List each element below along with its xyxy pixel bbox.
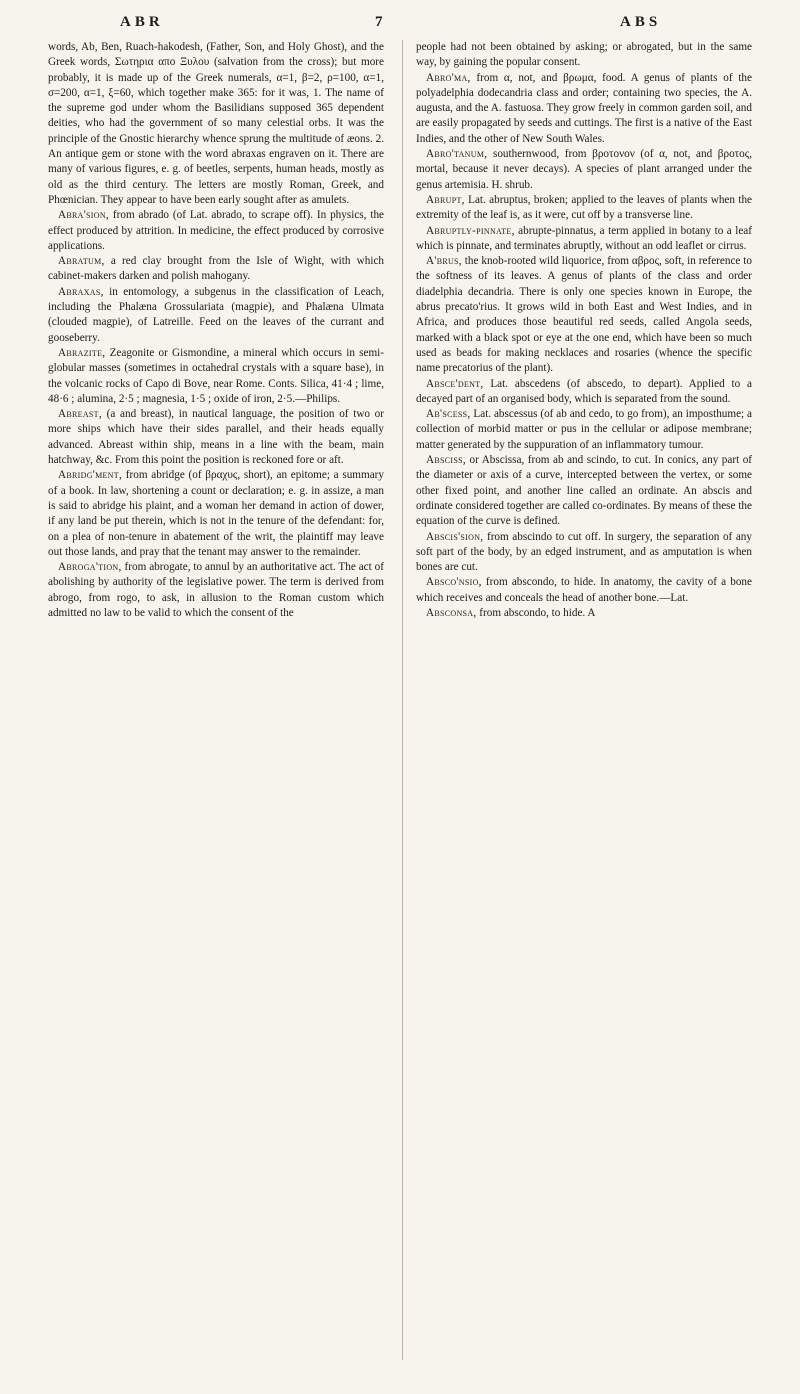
entry-definition: from abridge (of βραχυς, short), an epitome; a summary of a book. In law, shortening a count or declaration; e. g. in assize, a man is said to abridge his plaint, and a woman her demand in action of dower, if any land be put therein, which is not in the tenure of the defendant: for, on a plea of non-tenure in abatement of the writ, the plaintiff may leave out those lands, and pray that the tenant may answer to the remainder.	[48, 469, 384, 558]
entry-headword: Absco'nsio,	[426, 576, 482, 589]
dictionary-entry	[416, 530, 752, 576]
entry-headword: Abrazite,	[58, 346, 106, 359]
entry-definition: from abscindo to cut off. In surgery, the separation of any soft part of the body, by an edged instrument, and as amputation is when bones are cut.	[416, 530, 752, 574]
entry-definition: Lat. abscedens (of abscedo, to depart). Applied to a decayed part of an organised body, which is separated from the sound.	[416, 377, 752, 405]
dictionary-entry	[48, 285, 384, 346]
entry-headword: Absconsa,	[426, 606, 477, 619]
dictionary-entry	[48, 40, 384, 208]
entry-definition: a red clay brought from the Isle of Wight, with which cabinet-makers darken and polish mahogany.	[48, 255, 385, 283]
dictionary-entry	[48, 407, 384, 468]
entry-definition: southernwood, from βροτονον (of α, not, and βροτος, mortal, because it never decays). A species of plant arranged under the genus artemisia. H. shrub.	[416, 148, 752, 191]
entry-headword: Abro'ma,	[426, 71, 471, 84]
entry-headword: Abreast,	[58, 408, 102, 421]
entry-definition: from abscondo, to hide. A	[479, 606, 596, 619]
column-divider	[402, 40, 403, 1360]
entry-definition: Lat. abruptus, broken; applied to the leaves of plants when the extremity of the leaf is, as it were, cut off by a transverse line.	[416, 193, 753, 222]
dictionary-entry	[416, 377, 752, 408]
entry-headword: Abrupt,	[426, 193, 465, 206]
dictionary-entry	[416, 254, 752, 376]
dictionary-entry	[48, 346, 384, 407]
dictionary-entry	[416, 147, 752, 193]
entry-headword: Abruptly-pinnate,	[426, 224, 515, 237]
dictionary-entry	[416, 453, 752, 529]
entry-definition: in entomology, a subgenus in the classification of Leach, including the Phalæna Grossulariata (magpie), and Phalæna Ulmata (clouded magpie), of Latreille. Feed on the leaves of the currant and gooseberry.	[48, 285, 384, 344]
entry-headword: Abra'sion,	[58, 209, 110, 222]
entry-definition: words, Ab, Ben, Ruach-hakodesh, (Father, Son, and Holy Ghost), and the Greek words, Σωτηρια απο Ξυλου (salvation from the cross); but more probably, it is made up of the Greek numerals, α=1, β=2, ρ=100, α=1, σ=200, α=1, ξ=60, which together make 365: for it was, 1. The name of the supreme god under whom the Basilidians supposed 365 dependent deities, who had the government of so many celestial orbs. It was the principle of the Gnostic hierarchy whence sprung the multitude of æons. 2. An antique gem or stone with the word abraxas engraven on it. There are many of various figures, e. g. of beetles, serpents, human heads, mostly as old as the third century. The letters are mostly Roman, Greek, and Phœnician. They appear to have been early sought after as amulets.	[48, 41, 384, 206]
entry-headword: Abridg'ment,	[58, 469, 123, 482]
dictionary-entry	[416, 575, 752, 606]
entry-definition: people had not been obtained by asking; or abrogated, but in the same way, by gaining the popular consent.	[416, 41, 752, 69]
dictionary-entry	[48, 254, 384, 285]
entry-headword: Abratum,	[58, 255, 105, 268]
entry-headword: Abscis'sion,	[426, 530, 484, 543]
dictionary-entry	[48, 560, 384, 621]
running-header	[60, 14, 740, 34]
entry-definition: from abscondo, to hide. In anatomy, the cavity of a bone which receives and conceals the head of another bone.—Lat.	[416, 576, 752, 604]
right-column	[416, 40, 752, 621]
entry-headword: Ab'scess,	[426, 408, 471, 421]
entry-headword: Abro'tanum,	[426, 148, 488, 161]
entry-headword: Abroga'tion,	[58, 561, 122, 574]
entry-definition: Lat. abscessus (of ab and cedo, to go from), an imposthume; a collection of morbid matter or pus in the cellular or adipose membrane; matter generated by the suppuration of an inflammatory tumour.	[416, 408, 753, 451]
entry-headword: A'brus,	[426, 255, 462, 268]
entry-definition: from α, not, and βρωμα, food. A genus of plants of the polyadelphia dodecandria class and order; containing two species, the A. augusta, and the A. fastuosa. They grow freely in common garden soil, and are easily propagated by seeds and cuttings. The first is a native of the East Indies, and the other of New South Wales.	[416, 71, 752, 145]
entry-headword: Absciss,	[426, 454, 466, 467]
entry-definition: or Abscissa, from ab and scindo, to cut. In conics, any part of the diameter or axis of a curve, intercepted between the vertex, or some other fixed point, and another line called an ordinate. An abscis and ordinate considered together are called co-ordinates. By means of these the equation of the curve is defined.	[416, 454, 753, 528]
entry-definition: (a and breast), in nautical language, the position of two or more ships which have their sides parallel, and their heads equally advanced. Abreast within ship, means in a line with the beam, main hatchway, &c. From this point the position is reckoned fore or aft.	[48, 408, 384, 467]
dictionary-entry	[416, 40, 752, 71]
dictionary-entry	[416, 193, 752, 224]
entry-headword: Abraxas,	[58, 285, 104, 298]
entry-headword: Absce'dent,	[426, 377, 484, 390]
dictionary-entry	[48, 468, 384, 560]
left-column	[48, 40, 384, 621]
header-left-guide: ABR	[120, 14, 164, 30]
header-right-guide: ABS	[620, 14, 662, 30]
entry-definition: Zeagonite or Gismondine, a mineral which occurs in semi-globular masses (sometimes in octahedral crystals with a square base), in the volcanic rocks of Capo di Bove, near Rome. Conts. Silica, 41·4 ; lime, 48·6 ; alumina, 2·5 ; magnesia, 1·5 ; oxide of iron, 2·5.—Philips.	[48, 346, 384, 405]
dictionary-entry	[416, 407, 752, 453]
entry-definition: from abrado (of Lat. abrado, to scrape off). In physics, the effect produced by attrition. In medicine, the effect produced by corrosive applications.	[48, 209, 385, 252]
dictionary-entry	[416, 71, 752, 147]
dictionary-entry	[416, 606, 752, 621]
page-number: 7	[375, 14, 387, 30]
dictionary-entry	[416, 224, 752, 255]
entry-definition: the knob-rooted wild liquorice, from αβρος, soft, in reference to the softness of its leaves. A genus of plants of the class and order diadelphia decandria. There is only one species known in Europe, the abrus precato'rius. It grows wild in both East and West Indies, and in Africa, and produces those beautiful red seeds, called Angola seeds, marked with a black spot or eye at the one end, which have been so much used as beads for making necklaces and rosaries (whence the specific name precatorius of the plant).	[416, 255, 752, 375]
entry-definition: abrupte-pinnatus, a term applied in botany to a leaf which is pinnate, and terminates abruptly, without an odd leaflet or cirrus.	[416, 224, 752, 252]
dictionary-entry	[48, 208, 384, 254]
entry-definition: from abrogate, to annul by an authoritative act. The act of abolishing by authority of the legislative power. The term is derived from abrogo, from rogo, to ask, in allusion to the Roman custom which admitted no law to be valid to which the consent of the	[48, 561, 384, 619]
